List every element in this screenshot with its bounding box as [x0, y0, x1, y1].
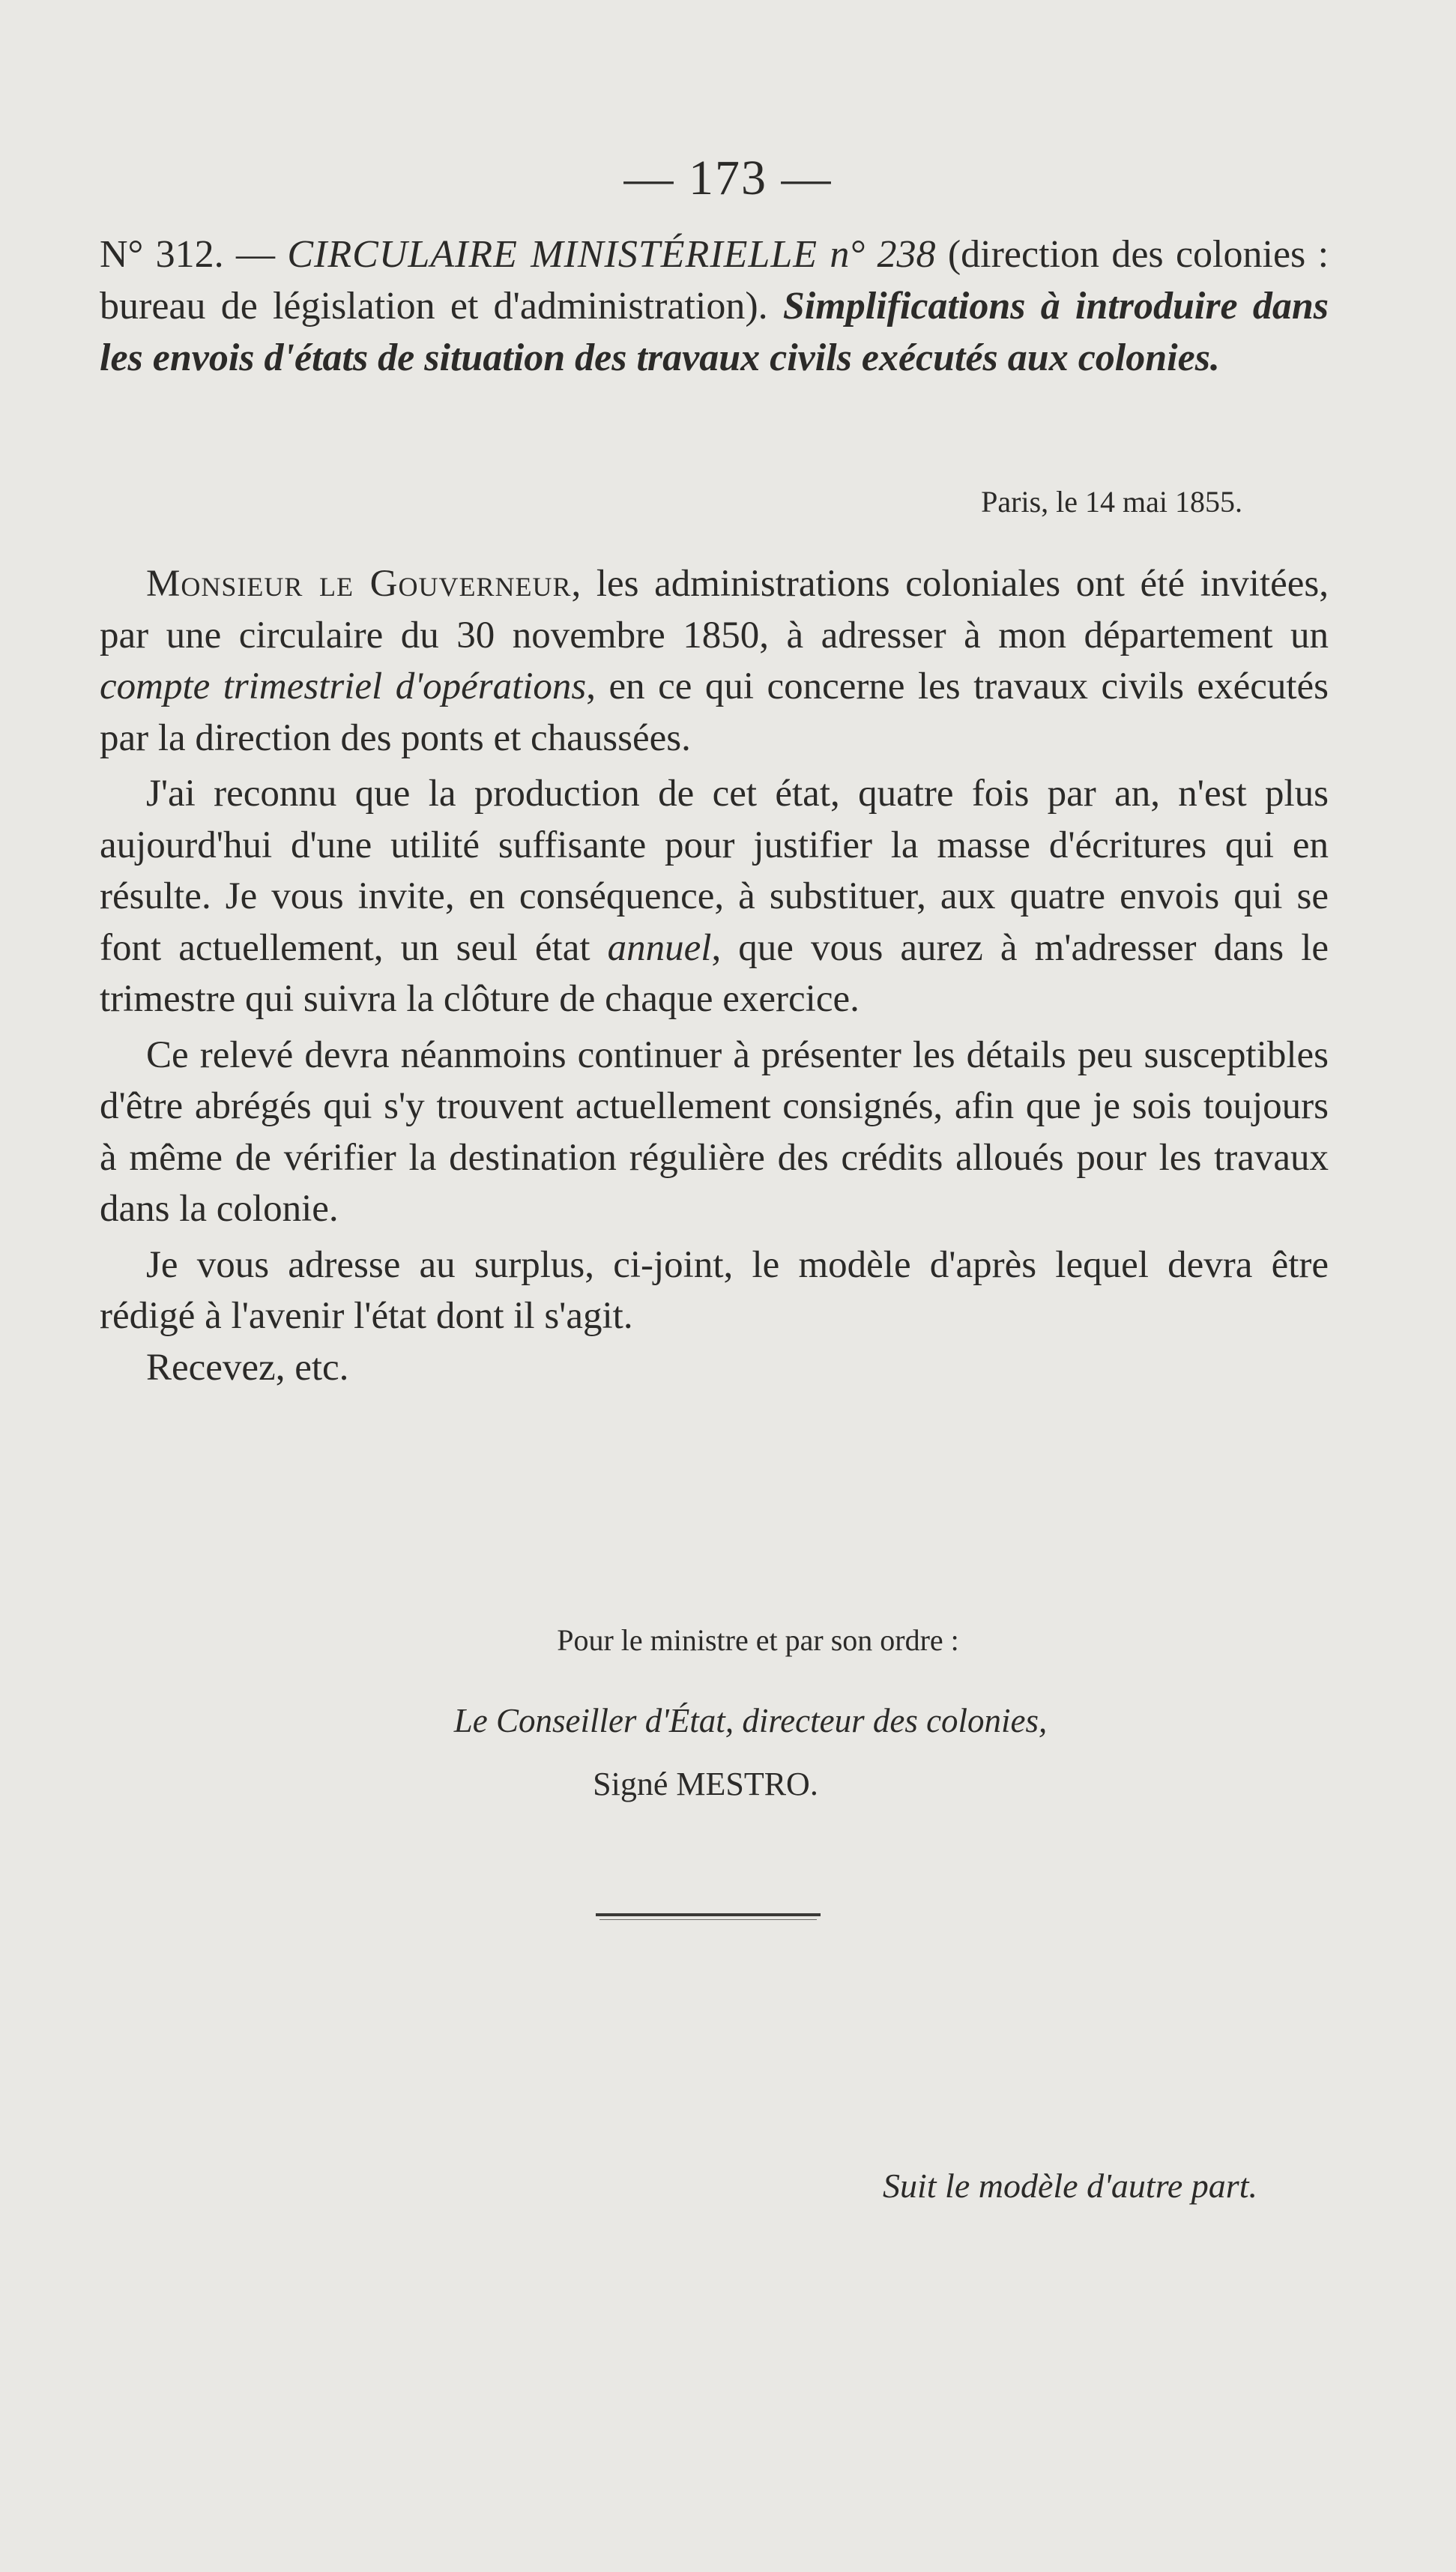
document-number: N° 312. [100, 233, 224, 276]
circular-subject: Simplifications à introduire dans les envois d'états de situation des travaux civils exécutés aux colonies. [100, 285, 1329, 379]
paragraph-2-text-b: , que vous aurez à m'adresser dans le trimestre qui suivra la clôture de chaque exercice. [100, 926, 1329, 1020]
paragraph-1-text-b: , en ce qui concerne les travaux civils exécutés par la direction des ponts et chaussées. [100, 665, 1329, 759]
dateline: Paris, le 14 mai 1855. [981, 485, 1242, 519]
paragraph-2 [100, 768, 1329, 1025]
paragraph-4: Je vous adresse au surplus, ci-joint, le modèle d'après lequel devra être rédigé à l'avenir l'état dont il s'agit. [100, 1243, 1329, 1337]
heading-dash: — [236, 233, 276, 276]
paragraph-3: Ce relevé devra néanmoins continuer à présenter les détails peu susceptibles d'être abrégés qui s'y trouvent actuellement consignés, afin que je sois toujours à même de vérifier la destination régulière des crédits alloués pour les travaux dans la colonie. [100, 1033, 1329, 1230]
paragraph-1 [100, 558, 1329, 764]
continuation-note: Suit le modèle d'autre part. [882, 2167, 1257, 2205]
paragraph-2-text-a: J'ai reconnu que la production de cet état, quatre fois par an, n'est plus aujourd'hui d'une utilité suffisante pour justifier la masse d'écritures qui en résulte. Je vous invite, en conséquence, à substituer, aux quatre envois qui se font actuellement, un seul état [100, 773, 1329, 969]
circular-number: n° 238 [830, 233, 936, 276]
paragraph-1-text-a: , les administrations coloniales ont été invitées, par une circulaire du 30 novembre 1850, à adresser à mon département un [100, 563, 1329, 656]
heading-direction: (direction des colonies : bureau de législation et d'administration). [100, 233, 1329, 327]
document-heading [100, 229, 1329, 384]
signatory-title: Le Conseiller d'État, directeur des colonies, [453, 1702, 1048, 1739]
page-number: — 173 — [623, 151, 833, 205]
signature-order: Pour le ministre et par son ordre : [557, 1623, 959, 1657]
salutation: Monsieur le Gouverneur [146, 563, 572, 605]
letter-body [100, 558, 1329, 1393]
paragraph-1-emphasis: compte trimestriel d'opérations [100, 665, 587, 707]
signatory-name: Signé MESTRO. [593, 1766, 818, 1802]
separator-rule-thin [599, 1919, 817, 1920]
closing-formula: Recevez, etc. [146, 1346, 349, 1389]
separator-rule [596, 1913, 821, 1916]
circular-title: CIRCULAIRE MINISTÉRIELLE [287, 233, 818, 276]
paragraph-2-emphasis: annuel [607, 926, 712, 969]
